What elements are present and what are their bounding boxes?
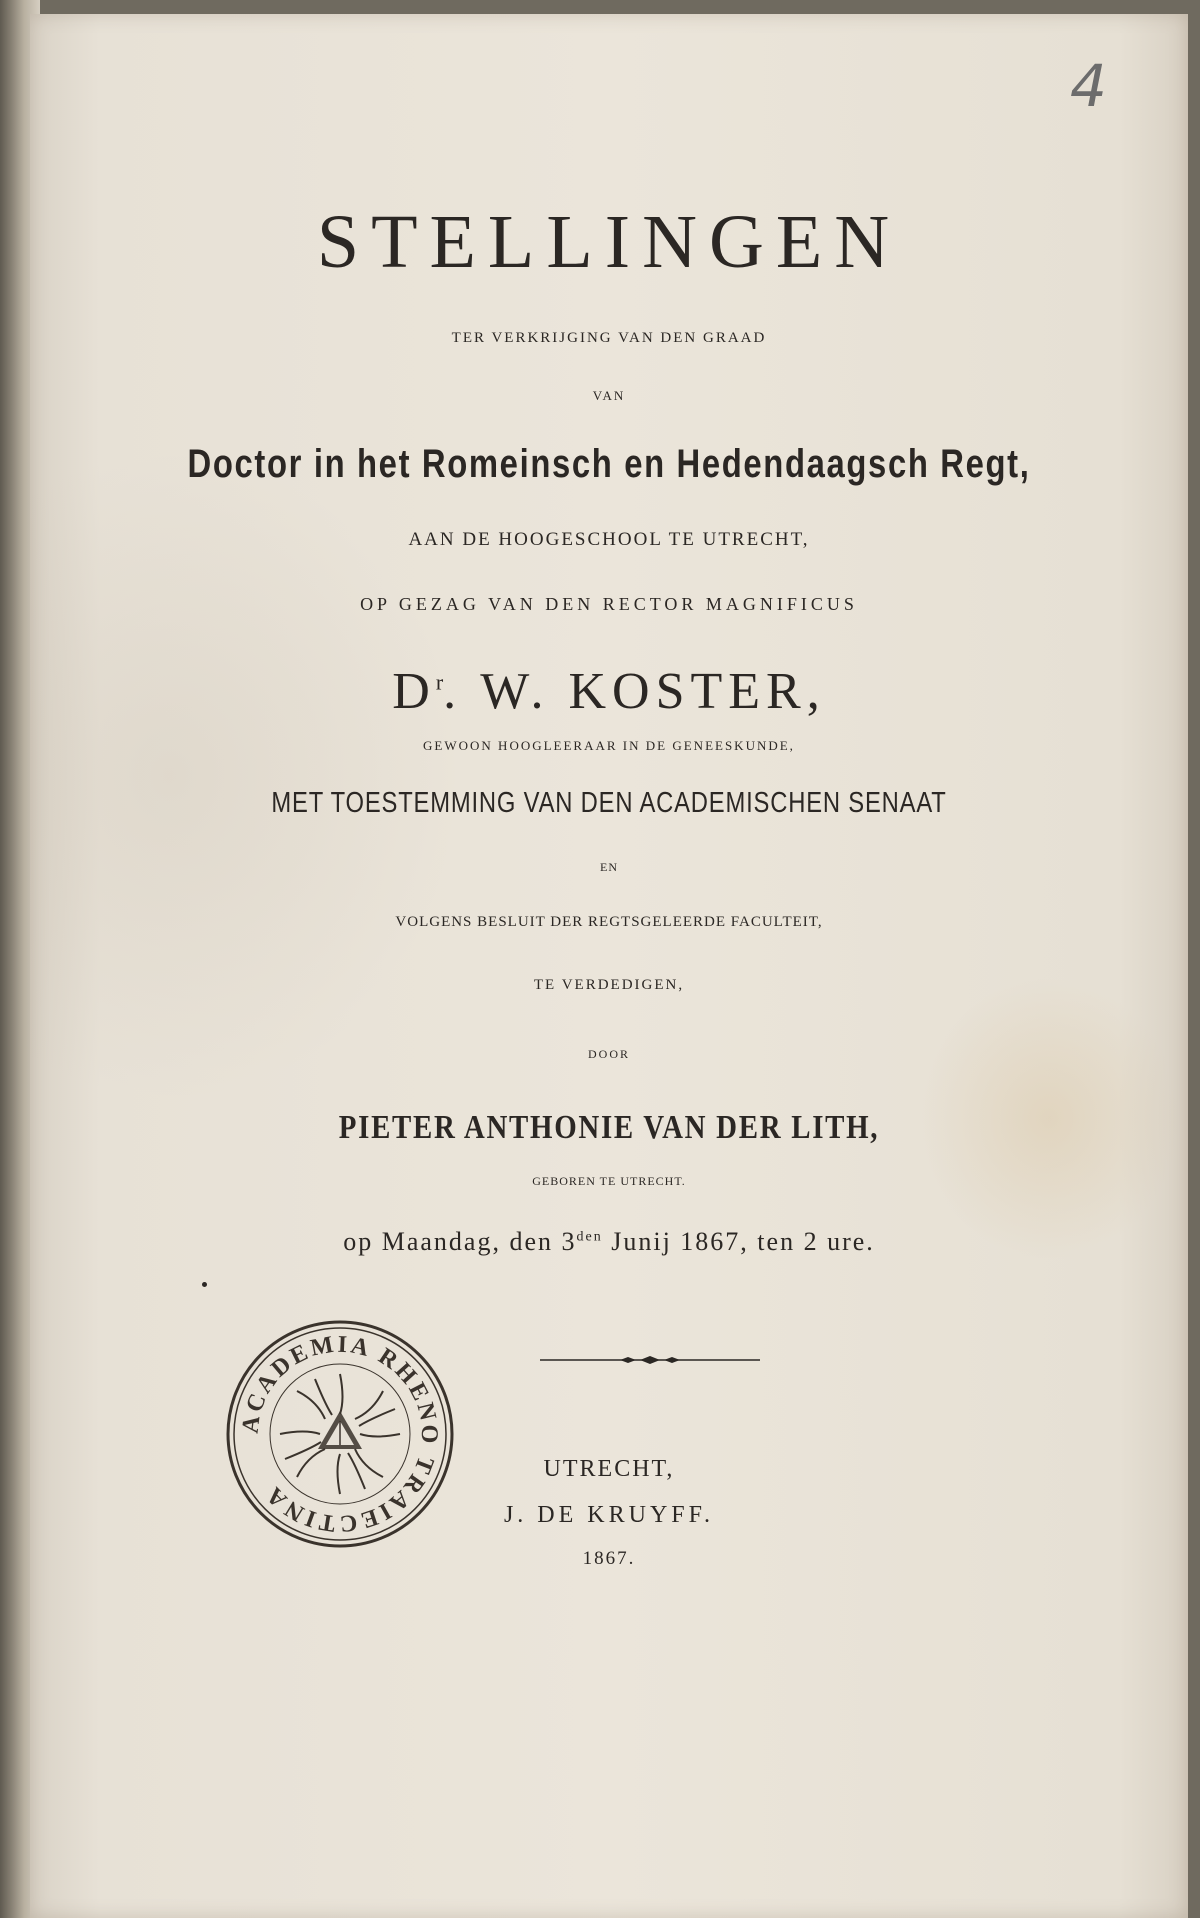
imprint-city: UTRECHT, [543, 1456, 675, 1482]
degree-line: TER VERKRIJGING VAN DEN GRAAD [451, 330, 767, 346]
faculty-decision-line: VOLGENS BESLUIT DER REGTSGELEERDE FACULTEIT, [395, 914, 823, 930]
date-part-b: Junij 1867, ten 2 ure. [602, 1227, 875, 1256]
author-name: PIETER ANTHONIE VAN DER LITH, [338, 1109, 880, 1146]
birthplace-line: GEBOREN TE UTRECHT. [532, 1174, 686, 1188]
rector-title-d: D [392, 663, 436, 720]
svg-text:ACADEMIA RHENO TRAIECTINA: ACADEMIA RHENO TRAIECTINA [237, 1331, 443, 1537]
university-line: AAN DE HOOGESCHOOL TE UTRECHT, [408, 529, 810, 550]
date-part-a: op Maandag, den 3 [343, 1227, 577, 1256]
rector-name [30, 662, 1188, 721]
rector-title-sup: r [435, 669, 444, 695]
date-sup: den [576, 1229, 603, 1245]
senate-permission-line: MET TOESTEMMING VAN DEN ACADEMISCHEN SENAAT [271, 787, 947, 819]
page-title: STELLINGEN [316, 200, 902, 284]
van-line: VAN [592, 388, 626, 403]
en-line: EN [600, 860, 618, 874]
defend-line: TE VERDEDIGEN, [533, 977, 685, 993]
pencil-page-number: 4 [1070, 52, 1107, 120]
doctor-degree-line: Doctor in het Romeinsch en Hedendaagsch Regt, [187, 442, 1031, 486]
imprint-publisher: J. DE KRUYFF. [503, 1502, 715, 1528]
rector-position-line: GEWOON HOOGLEERAAR IN DE GENEESKUNDE, [423, 738, 795, 753]
title-page [30, 14, 1188, 1918]
rector-name-rest: . W. KOSTER, [443, 663, 826, 720]
divider-ornament [540, 1356, 760, 1364]
ink-dot [202, 1282, 207, 1287]
rector-authority-line: OP GEZAG VAN DEN RECTOR MAGNIFICUS [360, 594, 858, 614]
door-line: DOOR [587, 1047, 630, 1061]
imprint-year: 1867. [582, 1548, 636, 1569]
defense-date-line [30, 1227, 1188, 1257]
